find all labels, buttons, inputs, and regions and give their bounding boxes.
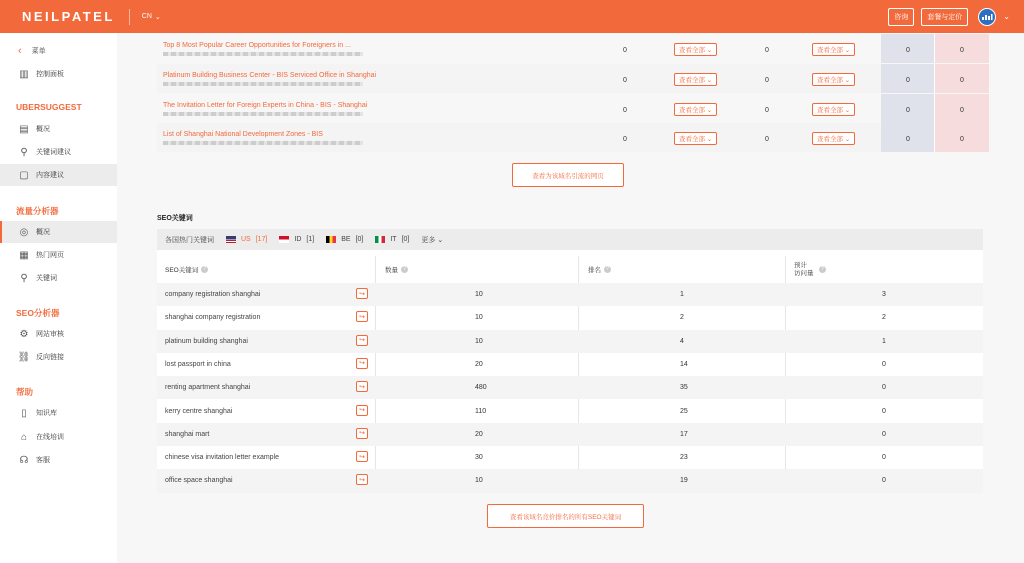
visits-value: 0 — [882, 384, 886, 392]
volume-value: 10 — [475, 337, 483, 345]
view-all-dropdown[interactable]: 查看全部 ⌄ — [674, 43, 717, 56]
sidebar-item-overview[interactable] — [0, 118, 117, 140]
external-link-icon[interactable]: ↪ — [356, 335, 368, 346]
social-count: 0 — [765, 47, 769, 54]
rank-value: 2 — [680, 314, 684, 322]
sidebar-item-support[interactable] — [0, 449, 117, 471]
chevron-left-icon: ‹ — [18, 45, 22, 57]
rank-value: 4 — [680, 337, 684, 345]
column-label: 访问量 — [794, 269, 814, 277]
country-filter-bar — [157, 229, 983, 250]
country-tab-us[interactable] — [226, 236, 267, 243]
rank-value: 14 — [680, 360, 688, 368]
seo-keywords-card — [157, 229, 983, 493]
metric-value: 0 — [960, 107, 964, 114]
keyword-text: renting apartment shanghai — [165, 384, 251, 392]
view-all-dropdown[interactable]: 查看全部 ⌄ — [812, 103, 855, 116]
keyword-text: shanghai mart — [165, 430, 210, 438]
volume-value: 10 — [475, 291, 483, 298]
page-link[interactable]: Platinum Building Business Center - BIS Serviced Office in Shanghai — [163, 72, 377, 79]
main-content — [117, 33, 1024, 563]
sidebar-item-content-ideas[interactable] — [0, 164, 117, 186]
sidebar-item-keyword-ideas[interactable] — [0, 141, 117, 163]
metric-cell — [881, 34, 935, 63]
visits-help-wrap — [816, 256, 826, 283]
country-label: ID — [294, 236, 302, 243]
table-row — [157, 469, 983, 492]
keyword-text: chinese visa invitation letter example — [165, 454, 280, 462]
table-row — [157, 400, 983, 423]
training-icon: ⌂ — [20, 431, 28, 443]
external-link-icon[interactable]: ↪ — [356, 358, 368, 369]
metric-cell — [881, 94, 935, 123]
column-header-volume[interactable] — [385, 256, 408, 283]
column-label: 排名 — [588, 267, 601, 274]
external-link-icon[interactable]: ↪ — [356, 311, 368, 322]
keyword-text: company registration shanghai — [165, 291, 261, 298]
volume-value: 20 — [475, 430, 483, 438]
blurred-url — [163, 141, 363, 145]
dropdown-label: 查看全部 — [679, 77, 705, 84]
language-selector[interactable] — [142, 13, 161, 21]
external-link-icon[interactable]: ↪ — [356, 474, 368, 485]
headset-icon: ☊ — [19, 454, 29, 466]
metric-cell — [881, 123, 935, 152]
metric-cell — [935, 64, 989, 93]
external-link-icon[interactable]: ↪ — [356, 381, 368, 392]
table-row — [157, 446, 983, 469]
metric-value: 0 — [960, 77, 964, 84]
chevron-down-icon: ⌄ — [154, 13, 161, 21]
sidebar-back-label: 菜单 — [31, 48, 46, 55]
visits-value: 3 — [882, 291, 886, 298]
external-link-icon[interactable]: ↪ — [356, 405, 368, 416]
sidebar-item-label: 知识库 — [36, 410, 57, 417]
dropdown-label: 查看全部 — [679, 107, 705, 114]
dropdown-label: 查看全部 — [679, 47, 705, 54]
seo-keywords-title: SEO关键词 — [157, 215, 193, 222]
content-icon: ▢ — [19, 169, 29, 181]
sidebar-item-label: 内容建议 — [36, 172, 64, 179]
column-label: 预计 — [794, 261, 807, 269]
sidebar-heading-traffic: 流量分析器 — [16, 206, 59, 216]
metric-value: 0 — [906, 77, 910, 84]
sidebar-heading-ubersuggest: UBERSUGGEST — [16, 102, 82, 112]
view-referring-pages-button[interactable]: 查看为该域名引流的网页 — [512, 163, 624, 187]
help-icon[interactable]: ? — [604, 266, 611, 273]
rank-value: 1 — [680, 291, 684, 298]
sidebar-back-menu[interactable] — [0, 40, 117, 62]
rank-value: 25 — [680, 407, 688, 415]
volume-value: 480 — [475, 384, 487, 392]
country-count: [1] — [306, 236, 315, 243]
language-label: CN — [141, 13, 152, 20]
page-link[interactable]: Top 8 Most Popular Career Opportunities for Foreigners in ... — [163, 42, 351, 49]
column-label: SEO关键词 — [165, 267, 199, 274]
pricing-button[interactable]: 套餐与定价 — [921, 8, 968, 26]
sidebar-heading-seo: SEO分析器 — [16, 308, 60, 318]
dropdown-label: 查看全部 — [817, 136, 843, 143]
country-count: [0] — [401, 236, 410, 243]
sidebar-item-label: 客服 — [36, 457, 50, 464]
countries-label: 各国热门关键词 — [165, 236, 214, 244]
table-row — [157, 376, 983, 399]
table-row — [157, 94, 989, 123]
country-tab-it[interactable] — [375, 236, 409, 243]
country-tab-id[interactable] — [279, 236, 314, 243]
view-all-dropdown[interactable]: 查看全部 ⌄ — [674, 132, 717, 145]
external-link-icon[interactable]: ↪ — [356, 288, 368, 299]
metric-cell — [935, 34, 989, 63]
keyword-text: platinum building shanghai — [165, 337, 248, 345]
metric-cell — [881, 64, 935, 93]
social-count: 0 — [765, 107, 769, 114]
traffic-icon: ◎ — [19, 226, 29, 238]
sidebar-item-top-pages[interactable] — [0, 244, 117, 266]
table-row — [157, 306, 983, 329]
table-row — [157, 423, 983, 446]
page-link[interactable]: List of Shanghai National Development Zones - BIS — [163, 131, 323, 138]
id-flag-icon — [279, 236, 289, 243]
it-flag-icon — [375, 236, 385, 243]
column-header-keyword[interactable] — [165, 256, 208, 283]
metric-value: 0 — [906, 107, 910, 114]
rank-value: 35 — [680, 384, 688, 392]
backlinks-count: 0 — [623, 47, 627, 54]
table-row — [157, 353, 983, 376]
sidebar-item-site-audit[interactable] — [0, 323, 117, 345]
search-icon: ⚲ — [20, 272, 28, 284]
view-all-dropdown[interactable]: 查看全部 ⌄ — [812, 73, 855, 86]
sidebar-item-label: 概况 — [36, 126, 50, 133]
volume-value: 10 — [475, 477, 483, 485]
volume-value: 20 — [475, 360, 483, 368]
sidebar-item-keywords[interactable] — [0, 267, 117, 289]
keyword-text: office space shanghai — [165, 477, 233, 485]
dropdown-label: 查看全部 — [679, 136, 705, 143]
country-label: IT — [390, 236, 397, 243]
country-label: BE — [341, 236, 351, 243]
metric-value: 0 — [906, 136, 910, 143]
visits-value: 0 — [882, 477, 886, 485]
sidebar-item-backlinks[interactable] — [0, 346, 117, 368]
visits-value: 0 — [882, 360, 886, 368]
sidebar — [0, 33, 117, 563]
backlinks-count: 0 — [623, 107, 627, 114]
metric-cell — [935, 123, 989, 152]
sidebar-item-label: 热门网页 — [36, 252, 64, 259]
external-link-icon[interactable]: ↪ — [356, 428, 368, 439]
sidebar-item-label: 在线培训 — [36, 434, 64, 441]
sidebar-heading-help: 帮助 — [16, 387, 34, 397]
metric-value: 0 — [906, 47, 910, 54]
sidebar-item-label: 网站审核 — [36, 331, 64, 338]
country-tab-be[interactable] — [326, 236, 363, 243]
dropdown-label: 查看全部 — [817, 77, 843, 84]
country-count: [17] — [255, 236, 268, 243]
keyword-icon: ⚲ — [20, 146, 28, 158]
view-all-dropdown[interactable]: 查看全部 ⌄ — [674, 73, 717, 86]
keyword-text: shanghai company registration — [165, 314, 261, 322]
sidebar-item-label: 控制面板 — [36, 71, 64, 78]
help-icon[interactable]: ? — [401, 266, 408, 273]
dropdown-label: 查看全部 — [817, 47, 843, 54]
sidebar-item-dashboard[interactable] — [0, 63, 117, 85]
visits-value: 0 — [882, 430, 886, 438]
sidebar-item-label: 关键词建议 — [36, 149, 71, 156]
table-row — [157, 330, 983, 353]
rank-value: 19 — [680, 477, 688, 485]
table-row — [157, 283, 983, 306]
dashboard-icon: ▥ — [19, 68, 29, 80]
visits-value: 1 — [882, 337, 886, 345]
country-label: US — [241, 236, 251, 243]
column-label: 数量 — [385, 267, 398, 274]
column-header-visits[interactable] — [794, 256, 814, 283]
pages-icon: ▦ — [19, 249, 29, 261]
blurred-url — [163, 82, 363, 86]
view-all-dropdown[interactable]: 查看全部 ⌄ — [674, 103, 717, 116]
sidebar-item-knowledge-base[interactable] — [0, 402, 117, 424]
be-flag-icon — [326, 236, 336, 243]
sidebar-item-label: 关键词 — [36, 275, 57, 282]
volume-value: 110 — [475, 407, 487, 415]
rank-value: 17 — [680, 430, 688, 438]
view-all-dropdown[interactable]: 查看全部 ⌄ — [812, 43, 855, 56]
help-icon[interactable]: ? — [819, 266, 826, 273]
more-countries-dropdown[interactable]: 更多 ⌄ — [421, 236, 444, 244]
visits-value: 0 — [882, 407, 886, 415]
table-row — [157, 123, 989, 152]
sidebar-item-label: 反向链接 — [36, 354, 64, 361]
table-row — [157, 64, 989, 93]
social-count: 0 — [765, 77, 769, 84]
consult-button[interactable]: 咨询 — [888, 8, 914, 26]
social-count: 0 — [765, 136, 769, 143]
dropdown-label: 查看全部 — [817, 107, 843, 114]
keyword-text: lost passport in china — [165, 360, 231, 368]
view-all-dropdown[interactable]: 查看全部 ⌄ — [812, 132, 855, 145]
column-header-rank[interactable] — [588, 256, 611, 283]
metric-cell — [935, 94, 989, 123]
sidebar-item-label: 概况 — [36, 229, 50, 236]
book-icon: ▯ — [21, 407, 27, 419]
header-divider — [129, 9, 130, 25]
blurred-url — [163, 112, 363, 116]
backlinks-count: 0 — [623, 77, 627, 84]
account-chevron-down-icon[interactable]: ⌄ — [1003, 12, 1010, 21]
page-link[interactable]: The Invitation Letter for Foreign Experts in China - BIS - Shanghai — [163, 102, 368, 109]
neilpatel-logo[interactable]: NEILPATEL — [22, 9, 115, 24]
rank-value: 23 — [680, 454, 688, 462]
sidebar-item-training[interactable] — [0, 426, 117, 448]
avatar[interactable] — [978, 8, 996, 26]
keywords-table-header — [157, 256, 983, 283]
view-all-seo-keywords-button[interactable]: 查看该域名竞价排名的所有SEO关键词 — [487, 504, 644, 528]
top-header — [0, 0, 1024, 33]
link-icon: ⛓ — [17, 351, 31, 363]
table-row — [157, 34, 989, 63]
more-label: 更多 — [421, 236, 436, 244]
visits-value: 2 — [882, 314, 886, 322]
blurred-url — [163, 52, 363, 56]
us-flag-icon — [226, 236, 236, 243]
metric-value: 0 — [960, 136, 964, 143]
metric-value: 0 — [960, 47, 964, 54]
chart-icon: ▤ — [19, 123, 29, 135]
country-count: [0] — [355, 236, 364, 243]
keyword-text: kerry centre shanghai — [165, 407, 233, 415]
visits-value: 0 — [882, 454, 886, 462]
help-icon[interactable]: ? — [201, 266, 208, 273]
audit-icon: ⚙ — [19, 328, 29, 340]
avatar-icon — [981, 13, 993, 21]
volume-value: 10 — [475, 314, 483, 322]
external-link-icon[interactable]: ↪ — [356, 451, 368, 462]
sidebar-item-traffic-overview[interactable] — [0, 221, 117, 243]
backlinks-count: 0 — [623, 136, 627, 143]
volume-value: 30 — [475, 454, 483, 462]
